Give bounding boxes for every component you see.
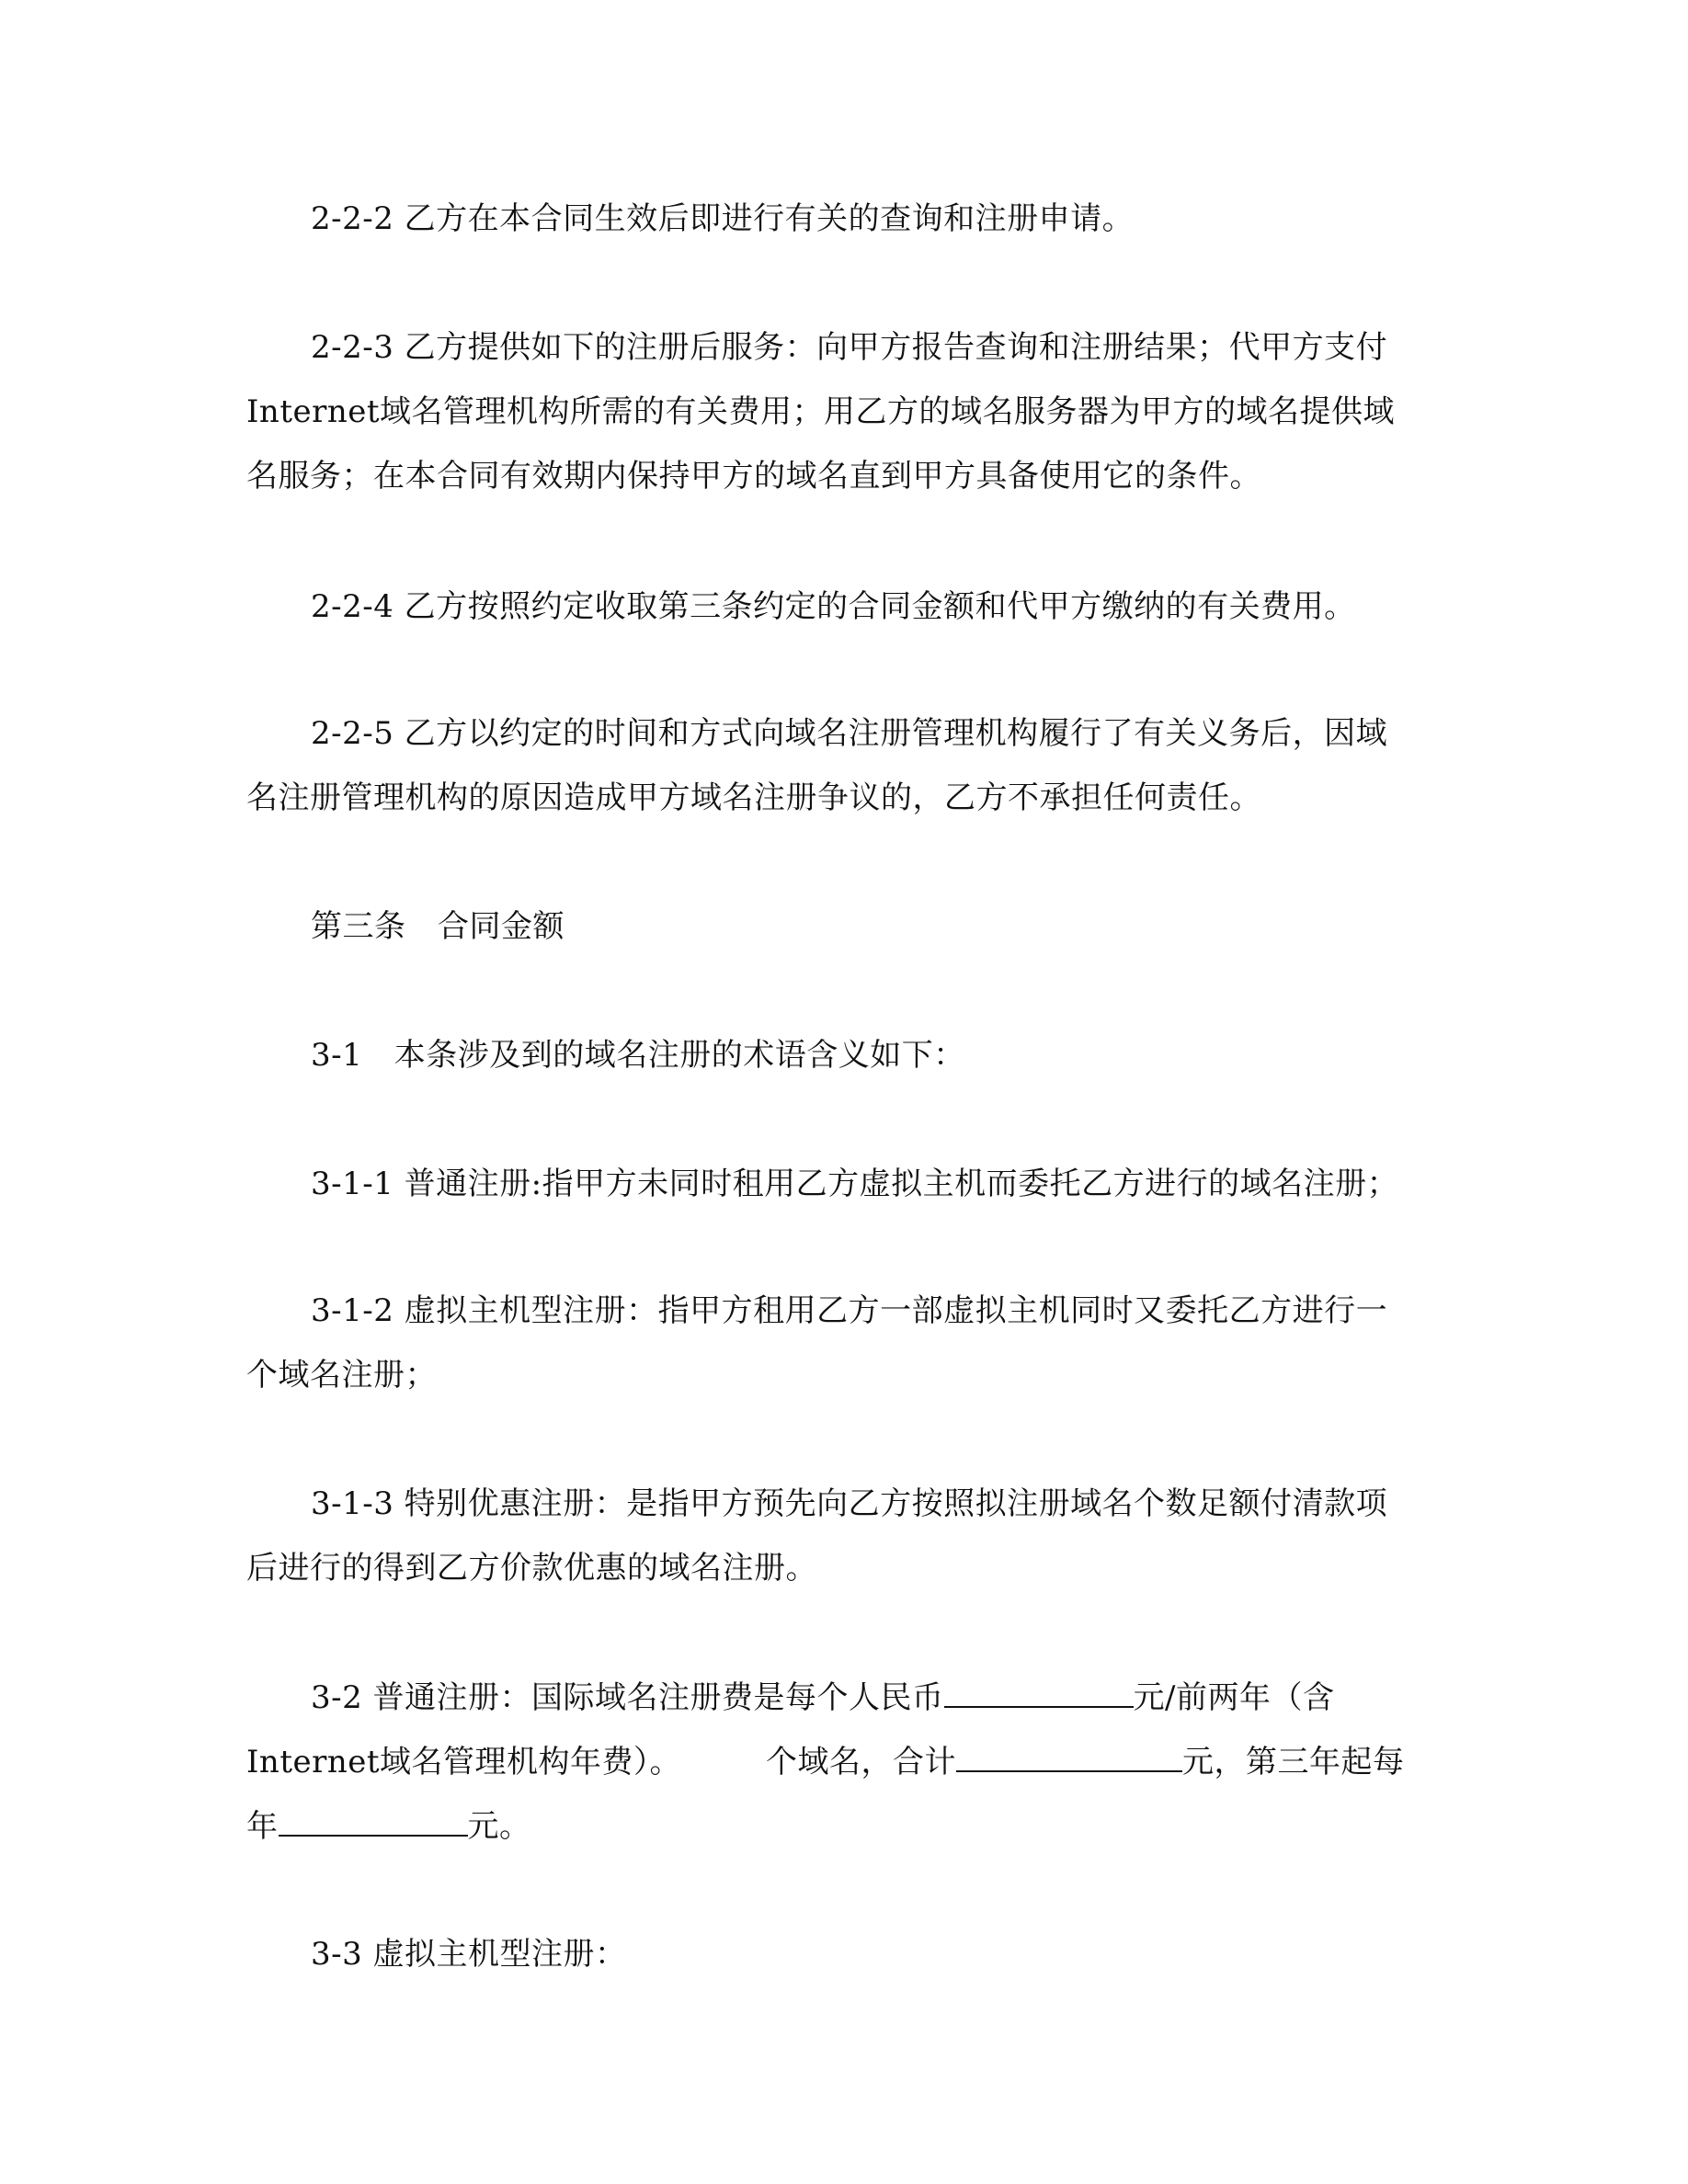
clause-3-2-text-1b: 元/前两年（含 xyxy=(1133,1679,1335,1716)
clause-3-2-line-2 xyxy=(246,1743,1405,1780)
total-amount-blank xyxy=(956,1743,1182,1772)
clause-2-2-5-line-1: 2-2-5 乙方以约定的时间和方式向域名注册管理机构履行了有关义务后，因域 xyxy=(311,715,1388,752)
article-3-heading: 第三条 合同金额 xyxy=(311,908,565,945)
clause-2-2-5-line-2: 名注册管理机构的原因造成甲方域名注册争议的，乙方不承担任何责任。 xyxy=(246,779,1261,816)
clause-3-1-2-line-2: 个域名注册； xyxy=(246,1357,437,1393)
clause-3-2-text-1a: 3-2 普通注册：国际域名注册费是每个人民币 xyxy=(311,1679,944,1716)
clause-3-2-text-3a: 年 xyxy=(246,1808,279,1845)
clause-3-1-1-line-1: 3-1-1 普通注册:指甲方未同时租用乙方虚拟主机而委托乙方进行的域名注册； xyxy=(311,1166,1399,1202)
clause-3-2-text-2c: 元，第三年起每 xyxy=(1182,1744,1405,1780)
clause-3-1-3-line-2: 后进行的得到乙方价款优惠的域名注册。 xyxy=(246,1550,817,1587)
clause-3-1-2-line-1: 3-1-2 虚拟主机型注册：指甲方租用乙方一部虚拟主机同时又委托乙方进行一 xyxy=(311,1292,1388,1329)
clause-3-1-3-line-1: 3-1-3 特别优惠注册：是指甲方预先向乙方按照拟注册域名个数足额付清款项 xyxy=(311,1485,1388,1522)
clause-3-2-line-1 xyxy=(311,1678,1335,1716)
fee-per-domain-blank xyxy=(944,1678,1134,1708)
clause-3-2-line-3 xyxy=(246,1807,531,1845)
clause-2-2-3-line-2: Internet域名管理机构所需的有关费用；用乙方的域名服务器为甲方的域名提供域 xyxy=(246,393,1396,430)
clause-3-2-text-2b: 个域名，合计 xyxy=(766,1744,957,1780)
clause-3-2-text-2a: Internet域名管理机构年费）。 xyxy=(246,1744,682,1780)
clause-2-2-3-line-3: 名服务；在本合同有效期内保持甲方的域名直到甲方具备使用它的条件。 xyxy=(246,458,1261,495)
clause-3-1-line-1: 3-1 本条涉及到的域名注册的术语含义如下： xyxy=(311,1037,965,1074)
clause-2-2-2-line-1: 2-2-2 乙方在本合同生效后即进行有关的查询和注册申请。 xyxy=(311,200,1135,237)
clause-3-2-text-3b: 元。 xyxy=(467,1808,531,1845)
clause-3-3-line-1: 3-3 虚拟主机型注册： xyxy=(311,1936,627,1973)
annual-fee-blank xyxy=(279,1807,468,1837)
clause-2-2-3-line-1: 2-2-3 乙方提供如下的注册后服务：向甲方报告查询和注册结果；代甲方支付 xyxy=(311,329,1388,366)
clause-2-2-4-line-1: 2-2-4 乙方按照约定收取第三条约定的合同金额和代甲方缴纳的有关费用。 xyxy=(311,588,1356,625)
